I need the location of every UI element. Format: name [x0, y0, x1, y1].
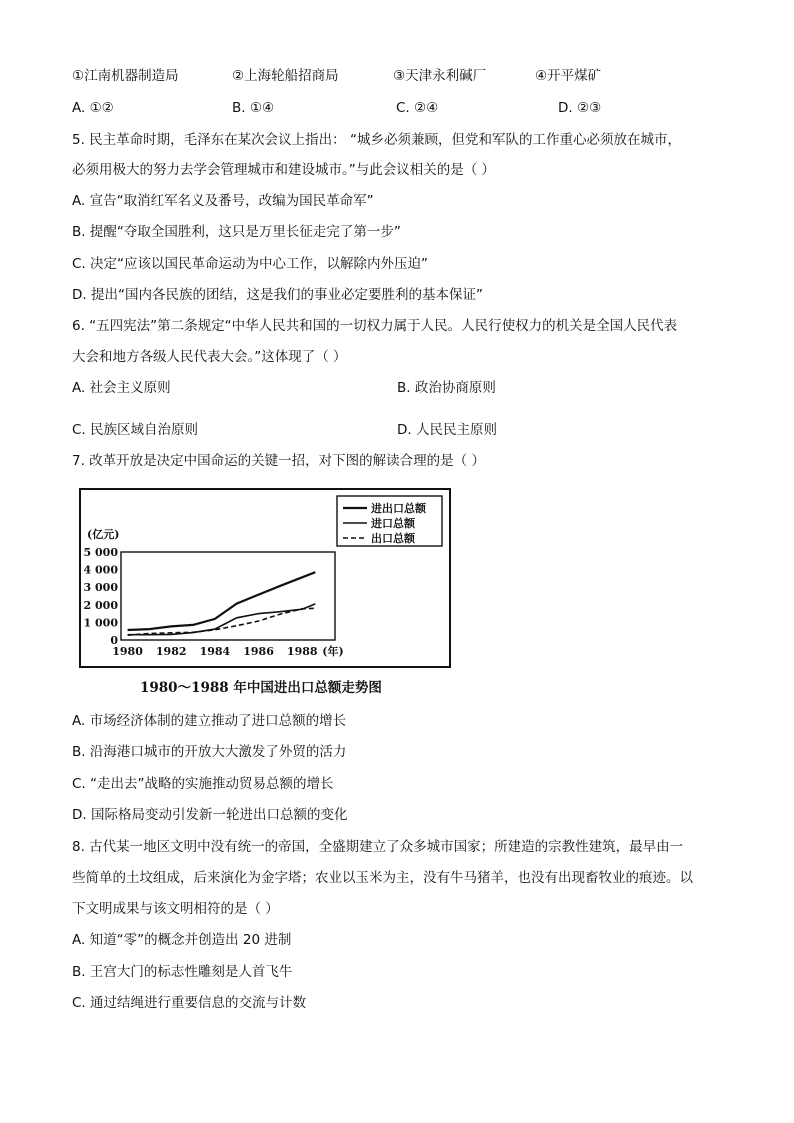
- q6-stem-line1: 6. “五四宪法”第二条规定“中华人民共和国的一切权力属于人民。人民行使权力的机关是全国人民代表: [72, 318, 678, 334]
- q8-stem-line2: 些简单的土坟组成，后来演化为金字塔；农业以玉米为主，没有牛马猪羊，也没有出现畜牧业的痕迹。以: [72, 870, 693, 886]
- x-tick-label: 1984: [199, 645, 231, 658]
- q7-option-b: B. 沿海港口城市的开放大大激发了外贸的活力: [72, 744, 347, 760]
- q7-option-d: D. 国际格局变动引发新一轮进出口总额的变化: [72, 807, 348, 823]
- y-tick-label: 3 000: [83, 581, 118, 595]
- q6-option-b: B. 政治协商原则: [397, 380, 496, 396]
- trade-chart: [79, 488, 451, 668]
- q4-option-a: A. ①②: [72, 100, 114, 116]
- q8-stem-line1: 8. 古代某一地区文明中没有统一的帝国，全盛期建立了众多城市国家；所建造的宗教性建筑，最早由一: [72, 839, 684, 855]
- legend-label-2: 进口总额: [371, 517, 415, 530]
- q5-stem-line1: 5. 民主革命时期，毛泽东在某次会议上指出： “城乡必须兼顾，但党和军队的工作重心必须放在城市，: [72, 132, 681, 148]
- series-line-3: [128, 608, 316, 635]
- q7-stem: 7. 改革开放是决定中国命运的关键一招，对下图的解读合理的是（ ）: [72, 453, 485, 469]
- q5-option-d: D. 提出“国内各民族的团结，这是我们的事业必定要胜利的基本保证”: [72, 287, 483, 303]
- series-line-2: [128, 604, 316, 635]
- q4-item-2: ②上海轮船招商局: [232, 68, 339, 84]
- x-axis-label: (年): [322, 645, 344, 658]
- q7-option-c: C. “走出去”战略的实施推动贸易总额的增长: [72, 776, 334, 792]
- q4-item-3: ③天津永利碱厂: [393, 68, 487, 84]
- x-tick-label: 1988: [286, 645, 318, 658]
- q5-option-b: B. 提醒“夺取全国胜利，这只是万里长征走完了第一步”: [72, 224, 401, 240]
- q6-option-c: C. 民族区域自治原则: [72, 422, 199, 438]
- chart-caption: 1980～1988 年中国进出口总额走势图: [140, 680, 382, 696]
- q4-option-d: D. ②③: [558, 100, 602, 116]
- q6-option-d: D. 人民民主原则: [397, 422, 497, 438]
- y-tick-label: 2 000: [83, 598, 118, 612]
- x-tick-label: 1986: [243, 645, 274, 658]
- legend-label-3: 出口总额: [371, 532, 415, 545]
- q8-option-b: B. 王宫大门的标志性雕刻是人首飞牛: [72, 964, 293, 980]
- q8-option-a: A. 知道“零”的概念并创造出 20 进制: [72, 932, 292, 948]
- q5-stem-line2: 必须用极大的努力去学会管理城市和建设城市。”与此会议相关的是（ ）: [72, 162, 496, 178]
- series-line-1: [128, 572, 316, 630]
- q6-option-a: A. 社会主义原则: [72, 380, 171, 396]
- q8-stem-line3: 下文明成果与该文明相符的是（ ）: [72, 901, 279, 917]
- x-tick-label: 1980: [112, 645, 143, 658]
- y-tick-label: 1 000: [83, 616, 118, 630]
- y-tick-label: 4 000: [83, 563, 118, 577]
- y-axis-label: (亿元): [87, 528, 120, 541]
- q4-item-1: ①江南机器制造局: [72, 68, 179, 84]
- trade-chart-svg: [81, 490, 449, 666]
- y-tick-label: 0: [110, 634, 118, 647]
- y-tick-label: 5 000: [83, 546, 118, 559]
- x-tick-label: 1982: [155, 645, 187, 658]
- q8-option-c: C. 通过结绳进行重要信息的交流与计数: [72, 995, 307, 1011]
- q4-item-4: ④开平煤矿: [535, 68, 602, 84]
- q4-option-b: B. ①④: [232, 100, 275, 116]
- q5-option-a: A. 宣告“取消红军名义及番号，改编为国民革命军”: [72, 193, 374, 209]
- q5-option-c: C. 决定“应该以国民革命运动为中心工作，以解除内外压迫”: [72, 256, 428, 272]
- q4-option-c: C. ②④: [396, 100, 439, 116]
- q6-stem-line2: 大会和地方各级人民代表大会。”这体现了（ ）: [72, 349, 347, 365]
- q7-option-a: A. 市场经济体制的建立推动了进口总额的增长: [72, 713, 347, 729]
- legend-label-1: 进出口总额: [371, 502, 426, 515]
